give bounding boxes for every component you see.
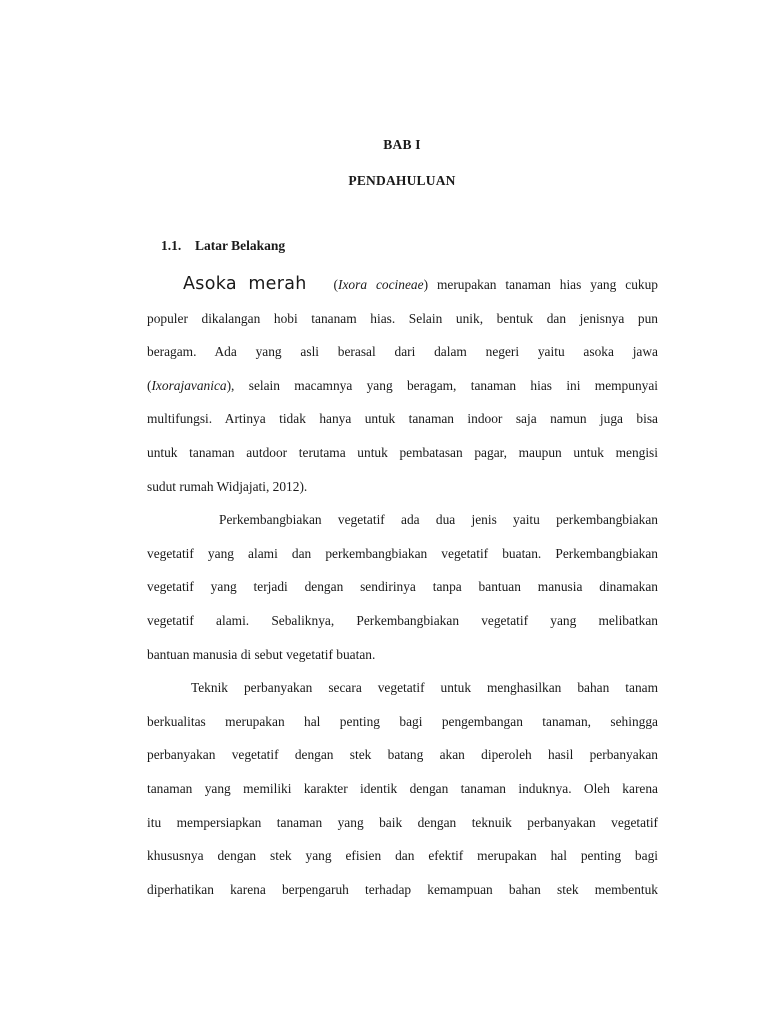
species-name: Ixorajavanica bbox=[151, 377, 227, 393]
paragraph-line: itu mempersiapkan tanaman yang baik dengan teknuik perbanyakan vegetatif bbox=[147, 814, 658, 830]
paragraph-1 bbox=[147, 268, 658, 503]
paragraph-line: sudut rumah Widjajati, 2012). bbox=[147, 478, 308, 494]
species-name: Ixora cocineae bbox=[338, 277, 424, 292]
paragraph-line: perbanyakan vegetatif dengan stek batang akan diperoleh hasil perbanyakan bbox=[147, 747, 658, 763]
paragraph-line: khususnya dengan stek yang efisien dan efektif merupakan hal penting bagi bbox=[147, 848, 658, 864]
paragraph-line: untuk tanaman autdoor terutama untuk pembatasan pagar, maupun untuk mengisi bbox=[147, 444, 658, 460]
chapter-number: BAB I bbox=[383, 137, 421, 152]
section-number: 1.1. bbox=[161, 238, 182, 253]
paragraph-2 bbox=[147, 503, 658, 671]
text-fragment: ( bbox=[147, 377, 152, 393]
paragraph-line: Perkembangbiakan vegetatif ada dua jenis yaitu perkembangbiakan bbox=[219, 512, 658, 528]
section-heading bbox=[161, 238, 285, 254]
text-fragment: ( bbox=[333, 277, 339, 292]
paragraph-line bbox=[147, 268, 658, 302]
paragraph-3 bbox=[147, 671, 658, 906]
paragraph-line: beragam. Ada yang asli berasal dari dalam negeri yaitu asoka jawa bbox=[147, 344, 658, 360]
section-title: Latar Belakang bbox=[195, 238, 286, 253]
paragraph-line: bantuan manusia di sebut vegetatif buatan. bbox=[147, 646, 376, 662]
paragraph-line: berkualitas merupakan hal penting bagi pengembangan tanaman, sehingga bbox=[147, 713, 658, 729]
paragraph-line: Teknik perbanyakan secara vegetatif untuk menghasilkan bahan tanam bbox=[191, 680, 658, 696]
lead-term: Asoka merah bbox=[183, 274, 307, 294]
text-fragment: ) merupakan tanaman hias yang cukup bbox=[423, 277, 658, 292]
paragraph-line: vegetatif alami. Sebaliknya, Perkembangbiakan vegetatif yang melibatkan bbox=[147, 612, 658, 628]
text-fragment: ), selain macamnya yang beragam, tanaman hias ini mempunyai bbox=[226, 377, 658, 393]
paragraph-line: diperhatikan karena berpengaruh terhadap kemampuan bahan stek membentuk bbox=[147, 881, 658, 897]
paragraph-line: tanaman yang memiliki karakter identik dengan tanaman induknya. Oleh karena bbox=[147, 780, 658, 796]
chapter-title: PENDAHULUAN bbox=[348, 173, 456, 188]
paragraph-line: multifungsi. Artinya tidak hanya untuk tanaman indoor saja namun juga bisa bbox=[147, 411, 658, 427]
paragraph-line: populer dikalangan hobi tananam hias. Selain unik, bentuk dan jenisnya pun bbox=[147, 310, 658, 326]
paragraph-line: vegetatif yang terjadi dengan sendirinya tanpa bantuan manusia dinamakan bbox=[147, 579, 658, 595]
paragraph-line bbox=[147, 369, 658, 403]
paragraph-line: vegetatif yang alami dan perkembangbiakan vegetatif buatan. Perkembangbiakan bbox=[147, 545, 658, 561]
body-text bbox=[147, 268, 658, 906]
